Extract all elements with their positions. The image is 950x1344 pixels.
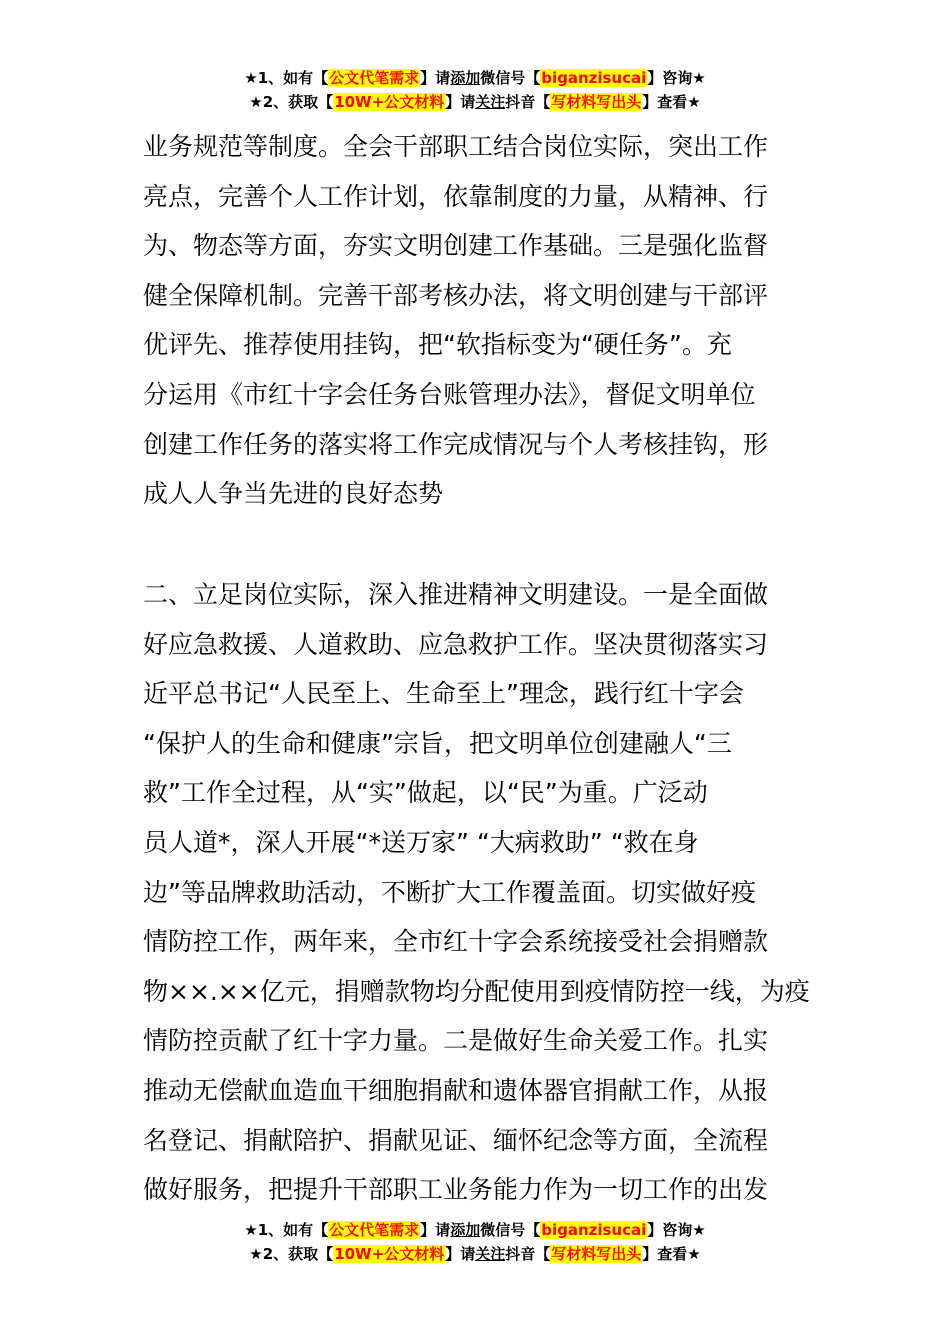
wechat-id-tag: biganzisucai <box>541 1221 647 1239</box>
highlight-tag: 10W+公文材料 <box>334 93 445 111</box>
banner-text: 】请 <box>445 93 476 111</box>
banner-text: ★2、获取【 <box>249 93 334 111</box>
text-line: 优评先、推荐使用挂钩，把“软指标变为“硬任务”。充 <box>143 330 732 360</box>
banner-text: 】请 <box>420 1221 451 1239</box>
banner-text: ★2、获取【 <box>249 1245 334 1263</box>
banner-text: 】咨询★ <box>647 69 706 87</box>
text-line: 成人人争当先进的良好态势 <box>143 479 444 509</box>
text-line: 健全保障机制。完善干部考核办法，将文明创建与干部评 <box>143 280 769 310</box>
text-line: 创建工作任务的落实将工作完成情况与个人考核挂钩，形 <box>143 429 769 459</box>
banner-text-underlined: 关注 <box>475 93 506 111</box>
banner-text: 】查看★ <box>642 93 701 111</box>
wechat-id-tag: biganzisucai <box>541 69 647 87</box>
text-line: 近平总书记“人民至上、生命至上”理念，践行红十字会 <box>143 679 744 709</box>
banner-line-2 <box>0 1242 950 1266</box>
text-line: 做好服务，把提升干部职工业务能力作为一切工作的出发 <box>143 1175 769 1205</box>
banner-text: 抖音【 <box>505 1245 551 1263</box>
footer-banner <box>0 1218 950 1266</box>
banner-text: 抖音【 <box>505 93 551 111</box>
banner-line-1 <box>0 66 950 90</box>
text-line: 情防控贡献了红十字力量。二是做好生命关爱工作。扎实 <box>143 1026 769 1056</box>
text-line: 业务规范等制度。全会干部职工结合岗位实际，突出工作 <box>143 132 769 161</box>
text-line: 分运用《市红十字会任务台账管理办法》，督促文明单位 <box>143 379 756 409</box>
banner-line-1 <box>0 1218 950 1242</box>
banner-text: 微信号【 <box>480 69 541 87</box>
text-line: 边”等品牌救助活动，不断扩大工作覆盖面。切实做好疫 <box>143 877 756 907</box>
douyin-id-tag: 写材料写出头 <box>551 93 642 111</box>
text-line: 情防控工作，两年来，全市红十字会系统接受社会捐赠款 <box>143 927 769 957</box>
banner-text-underlined: 添加 <box>450 69 481 87</box>
text-line: “保护人的生命和健康”宗旨，把文明单位创建融人“三 <box>143 728 732 758</box>
text-line: 亮点，完善个人工作计划，依靠制度的力量，从精神、行 <box>143 181 769 211</box>
banner-text-underlined: 添加 <box>450 1221 481 1239</box>
text-line: 员人道*，深人开展“*送万家” “大病救助” “救在身 <box>143 827 699 857</box>
banner-text: 】请 <box>445 1245 476 1263</box>
banner-text: 】请 <box>420 69 451 87</box>
paragraph-2 <box>143 570 808 1215</box>
banner-text-underlined: 关注 <box>475 1245 506 1263</box>
banner-text: ★1、如有【 <box>244 69 329 87</box>
douyin-id-tag: 写材料写出头 <box>551 1245 642 1263</box>
text-line: 为、物态等方面，夯实文明创建工作基础。三是强化监督 <box>143 231 769 261</box>
banner-text: 】咨询★ <box>647 1221 706 1239</box>
text-line: 救”工作全过程，从“实”做起，以“民”为重。广泛动 <box>143 778 708 808</box>
text-line: 名登记、捐献陪护、捐献见证、缅怀纪念等方面，全流程 <box>143 1125 769 1155</box>
banner-line-2 <box>0 90 950 114</box>
text-line: 物××.××亿元，捐赠款物均分配使用到疫情防控一线，为疫 <box>143 976 810 1006</box>
banner-text: ★1、如有【 <box>244 1221 329 1239</box>
text-line: 二、立足岗位实际，深入推进精神文明建设。一是全面做 <box>143 580 769 609</box>
paragraph-1 <box>143 122 808 519</box>
banner-text: 微信号【 <box>480 1221 541 1239</box>
text-line: 好应急救援、人道救助、应急救护工作。坚决贯彻落实习 <box>143 629 769 659</box>
text-line: 推动无偿献血造血干细胞捐献和遗体器官捐献工作，从报 <box>143 1075 769 1105</box>
header-banner <box>0 66 950 114</box>
highlight-tag: 10W+公文材料 <box>334 1245 445 1263</box>
highlight-tag: 公文代笔需求 <box>329 69 420 87</box>
banner-text: 】查看★ <box>642 1245 701 1263</box>
highlight-tag: 公文代笔需求 <box>329 1221 420 1239</box>
